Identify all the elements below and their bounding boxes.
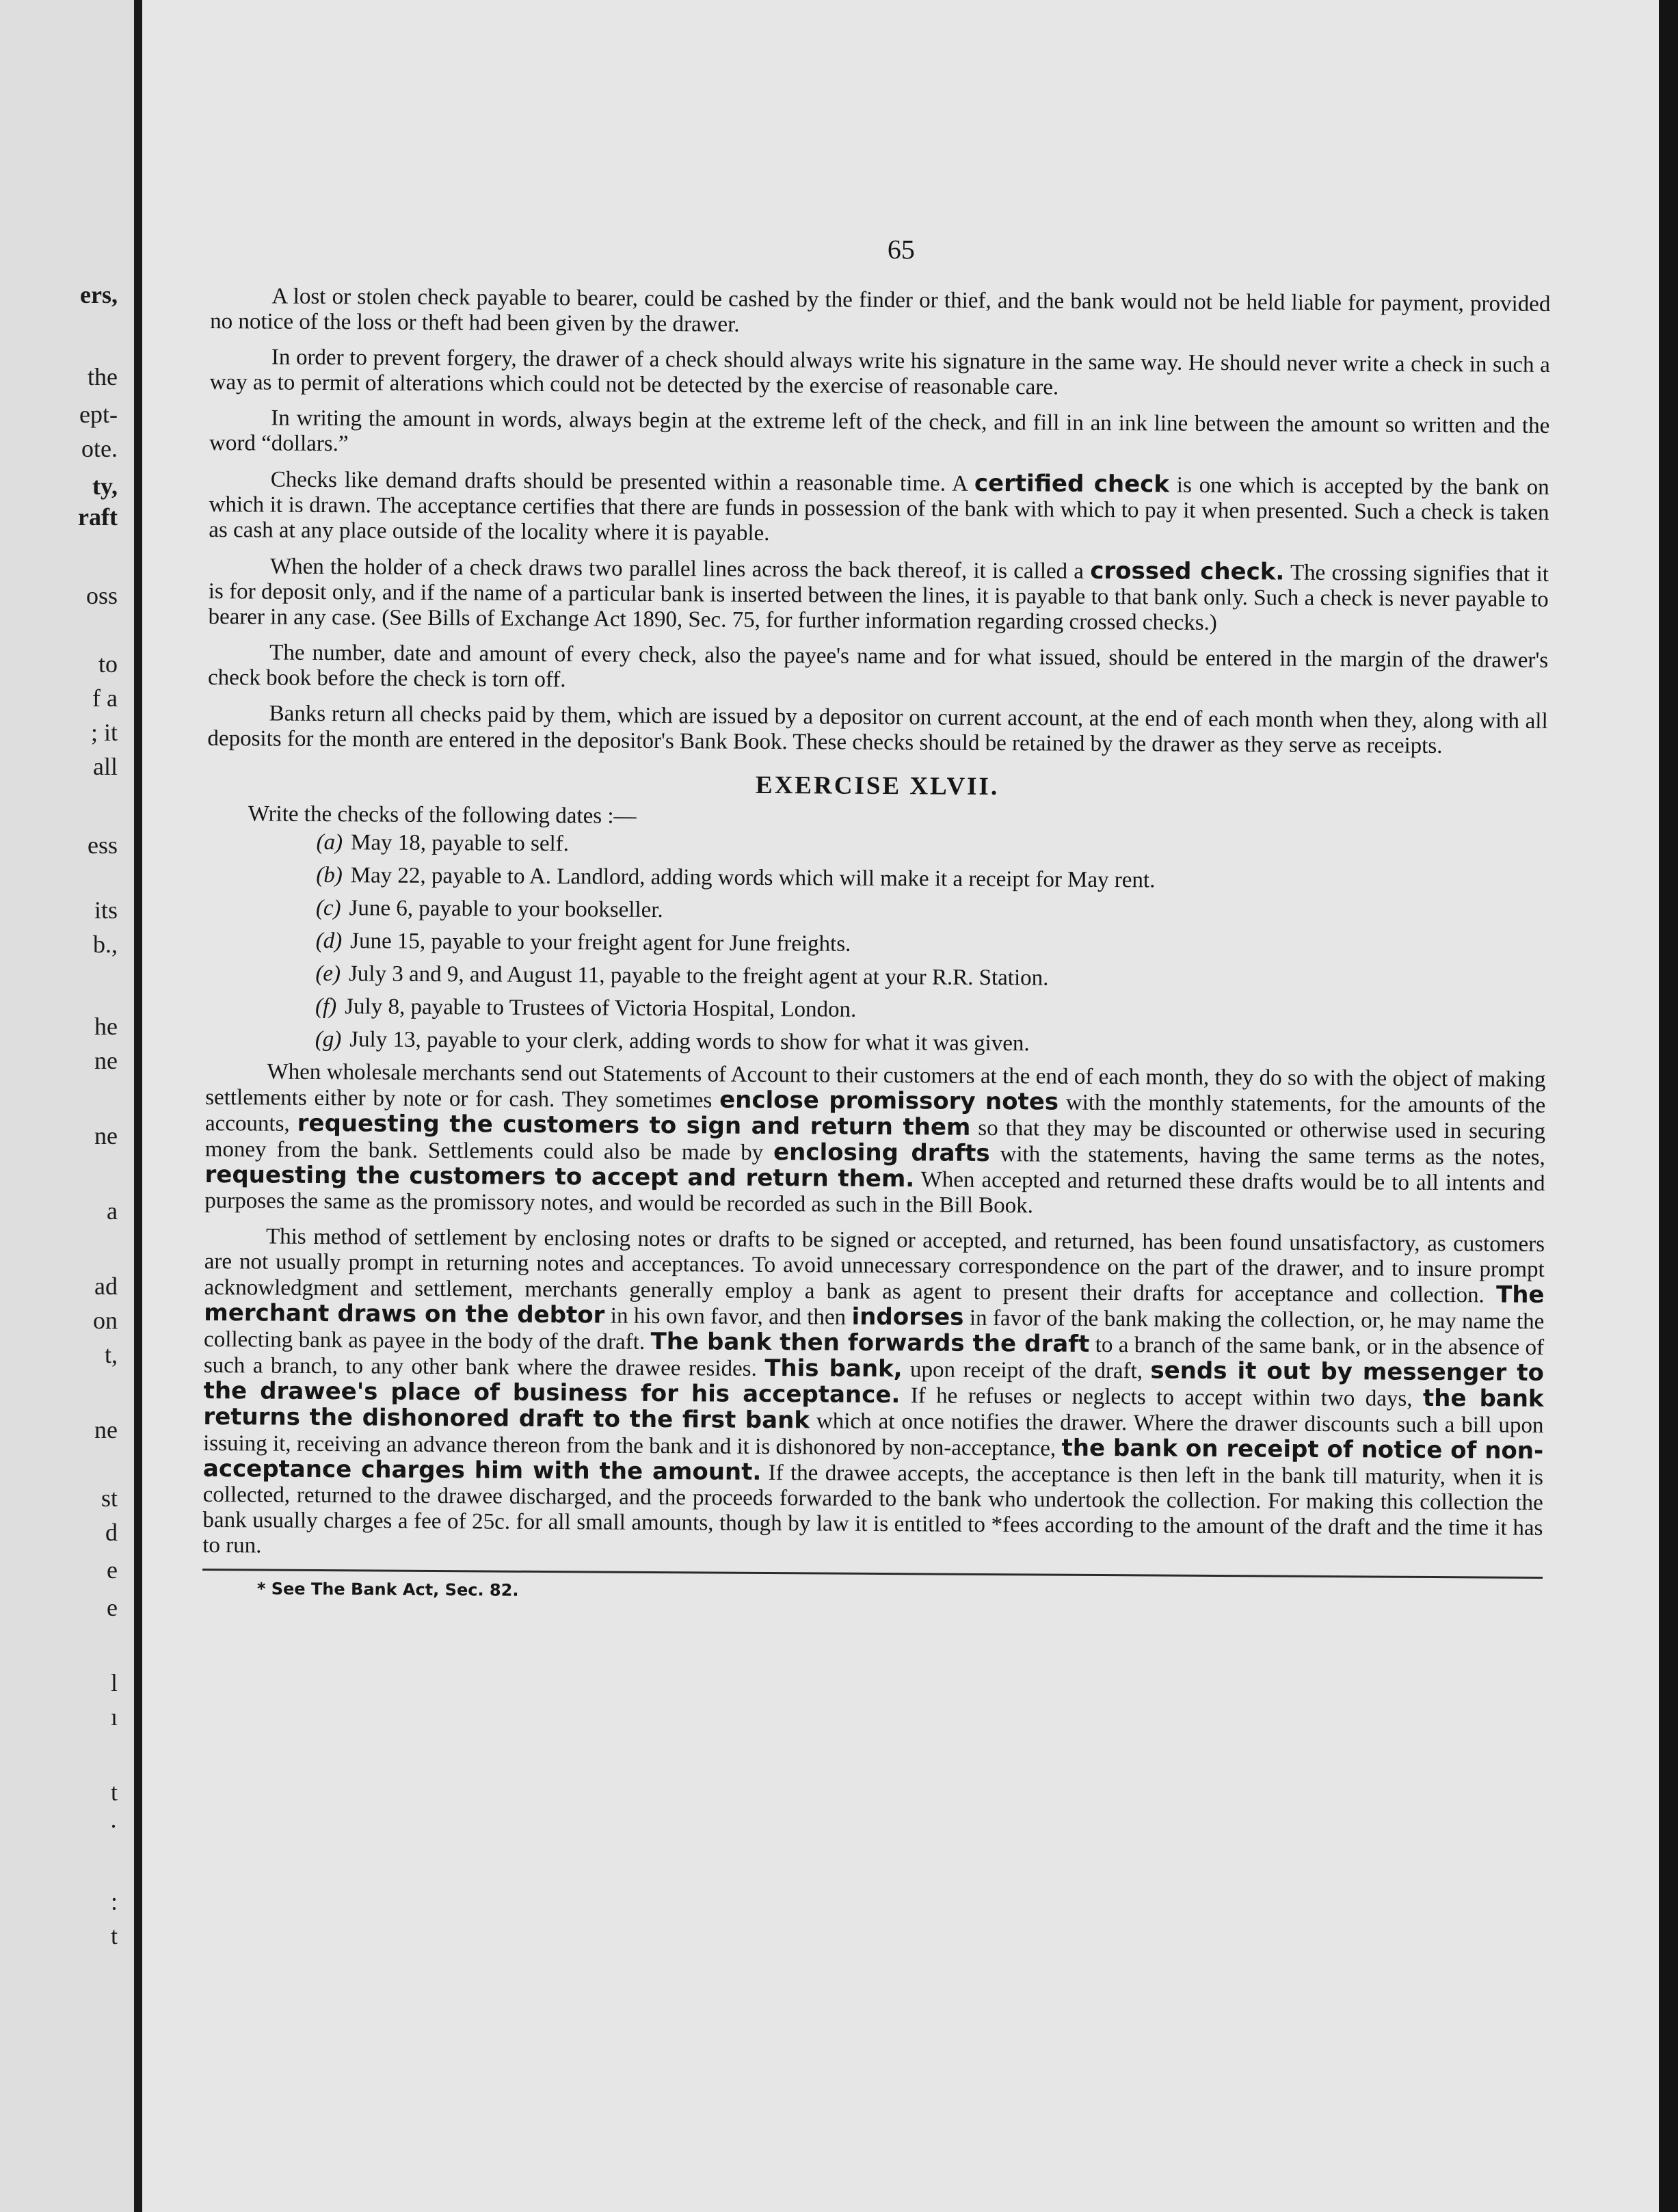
left-page-fragment: ess [88, 831, 118, 859]
left-page-fragment: ers, [80, 281, 118, 308]
exercise-list [206, 829, 1547, 1060]
left-page-fragment: st [101, 1484, 118, 1512]
page-number: 65 [887, 234, 916, 265]
left-page-fragment: ı [110, 1703, 118, 1731]
paragraph-collection: This method of settlement by enclosing notes or drafts to be signed or accepted, and returned, has been found unsatisfactory, as customers are not usually prompt in returning notes and acceptances. To avoid unnecessary correspondence on the part of the drawer, and to insure prompt acknowledgment and settlement, merchants generally employ a bank as agent to present their drafts for acceptance and collection. The merchant draws on the debtor in his own favor, and then indorses in favor of the bank making the collection, or, he may name the collecting bank as payee in the body of the draft. The bank then forwards the draft to a branch of the same bank, or in the absence of such a branch, to any other bank where the drawee resides. This bank, upon receipt of the draft, sends it out by messenger to the drawee's place of business for his acceptance. If he refuses or neglects to accept within two days, the bank returns the dishonored draft to the first bank which at once notifies the drawer. Where the drawer discounts such a bill upon issuing it, receiving an advance thereon from the bank and it is dishonored by non-acceptance, the bank on receipt of notice of non-acceptance charges him with the amount. If the drawee accepts, the acceptance is then left in the bank till maturity, when it is collected, returned to the drawee discharged, and the proceeds forwarded to the bank who undertook the collection. For making this collection the bank usually charges a fee of 25c. for all small amounts, though by law it is entitled to *fees according to the amount of the draft and the time it has to run. [202, 1224, 1545, 1558]
left-page-fragment: its [94, 896, 118, 924]
left-page-fragment: ept- [79, 401, 118, 428]
left-page-fragment: b., [93, 931, 118, 958]
exercise-item: (b) May 22, payable to A. Landlord, adding words which will make it a receipt for May rent. [316, 862, 1156, 893]
left-page-fragment: all [93, 753, 118, 780]
paragraph-lost-check: A lost or stolen check payable to bearer, could be cashed by the finder or thief, and the bank would not be held liable for payment, provided no notice of the loss or theft had been given by the drawer. [210, 284, 1551, 337]
left-page-fragment: oss [85, 582, 118, 609]
left-page-fragment: · [109, 1813, 118, 1840]
left-page-fragment: ne [94, 1122, 118, 1149]
left-page-fragment: to [98, 650, 118, 678]
exercise-item: (e) July 3 and 9, and August 11, payable to the freight agent at your R.R. Station. [315, 961, 1049, 991]
left-page-fragment: ; it [90, 719, 118, 746]
exercise-item: (a) May 18, payable to self. [316, 829, 570, 857]
left-page-fragment: he [94, 1013, 118, 1040]
left-page-fragment: d [105, 1519, 118, 1546]
paragraph-certified-check: Checks like demand drafts should be presented within a reasonable time. A certified check is one which is accepted by the bank on which it is drawn. The acceptance certifies that there are funds in possession of the bank with which to pay it when presented. Such a check is taken as cash at any place outside of the locality where it is payable. [209, 467, 1549, 546]
left-page-fragment: e [107, 1594, 118, 1621]
exercise-item: (f) July 8, payable to Trustees of Victoria Hospital, London. [315, 994, 857, 1022]
exercise-item: (c) June 6, payable to your bookseller. [315, 895, 663, 923]
paragraph-amount-words: In writing the amount in words, always begin at the extreme left of the check, and fill in an ink line between the amount so written and the word “dollars.” [209, 405, 1550, 457]
book-spine [134, 0, 142, 2212]
left-page-fragment: t [110, 1778, 118, 1806]
term-certified-check: certified check [974, 469, 1170, 498]
left-page-fragment: t, [104, 1341, 118, 1368]
left-page-edge [0, 0, 137, 2212]
left-page-fragment: raft [78, 503, 118, 531]
exercise-title: EXERCISE XLVII. [755, 771, 1000, 801]
exercise-item: (d) June 15, payable to your freight agent for June freights. [315, 928, 851, 957]
left-page-fragment: ad [94, 1272, 118, 1300]
left-page-fragment: ne [94, 1047, 118, 1074]
left-page-fragment: on [93, 1307, 118, 1334]
left-page-fragment: e [107, 1556, 118, 1584]
exercise-intro: Write the checks of the following dates :— [248, 801, 637, 829]
left-page-fragment: the [88, 363, 118, 390]
left-page-fragment: f a [92, 684, 118, 712]
left-page-fragment: ty, [92, 472, 118, 500]
left-page-fragment: ne [94, 1416, 118, 1443]
page-content [202, 232, 1551, 1610]
paragraph-statements: When wholesale merchants send out Statements of Account to their customers at the end of each month, they do so with the object of making settlements either by note or for cash. They sometimes enclose promissory notes with the monthly statements, for the amounts of the accounts, requesting the customers to sign and return them so that they may be discounted or otherwise used in securing money from the bank. Settlements could also be made by enclosing drafts with the statements, having the same terms as the notes, requesting the customers to accept and return them. When accepted and returned these drafts would be to all intents and purposes the same as the promissory notes, and would be recorded as such in the Bill Book. [204, 1059, 1546, 1218]
footnote: * See The Bank Act, Sec. 82. [256, 1579, 519, 1600]
exercise-item: (g) July 13, payable to your clerk, adding words to show for what it was given. [315, 1026, 1030, 1056]
left-page-fragment: l [110, 1669, 118, 1696]
left-page-fragment: ote. [81, 435, 118, 462]
book-page [142, 0, 1659, 2212]
left-page-fragment: : [110, 1888, 118, 1915]
paragraph-returned-checks: Banks return all checks paid by them, which are issued by a depositor on current account, at the end of each month when they, along with all deposits for the month are entered in the depositor's Bank Book. These checks should be retained by the drawer as they serve as receipts. [207, 701, 1548, 759]
left-page-fragment: t [110, 1922, 118, 1949]
paragraph-forgery: In order to prevent forgery, the drawer of a check should always write his signature in the same way. He should never write a check in such a way as to permit of alterations which could not be detected by the exercise of reasonable care. [209, 345, 1550, 400]
term-crossed-check: crossed check. [1090, 557, 1285, 586]
left-page-fragment: a [107, 1197, 118, 1225]
paragraph-check-book: The number, date and amount of every check, also the payee's name and for what issued, should be entered in the margin of the drawer's check book before the check is torn off. [207, 640, 1549, 693]
paragraph-crossed-check: When the holder of a check draws two parallel lines across the back thereof, it is called a crossed check. The crossing signifies that it is for deposit only, and if the name of a particular bank is inserted between the lines, it is payable to that bank only. Such a check is never payable to bearer in any case. (See Bills of Exchange Act 1890, Sec. 75, for further information regarding crossed checks.) [208, 554, 1549, 636]
